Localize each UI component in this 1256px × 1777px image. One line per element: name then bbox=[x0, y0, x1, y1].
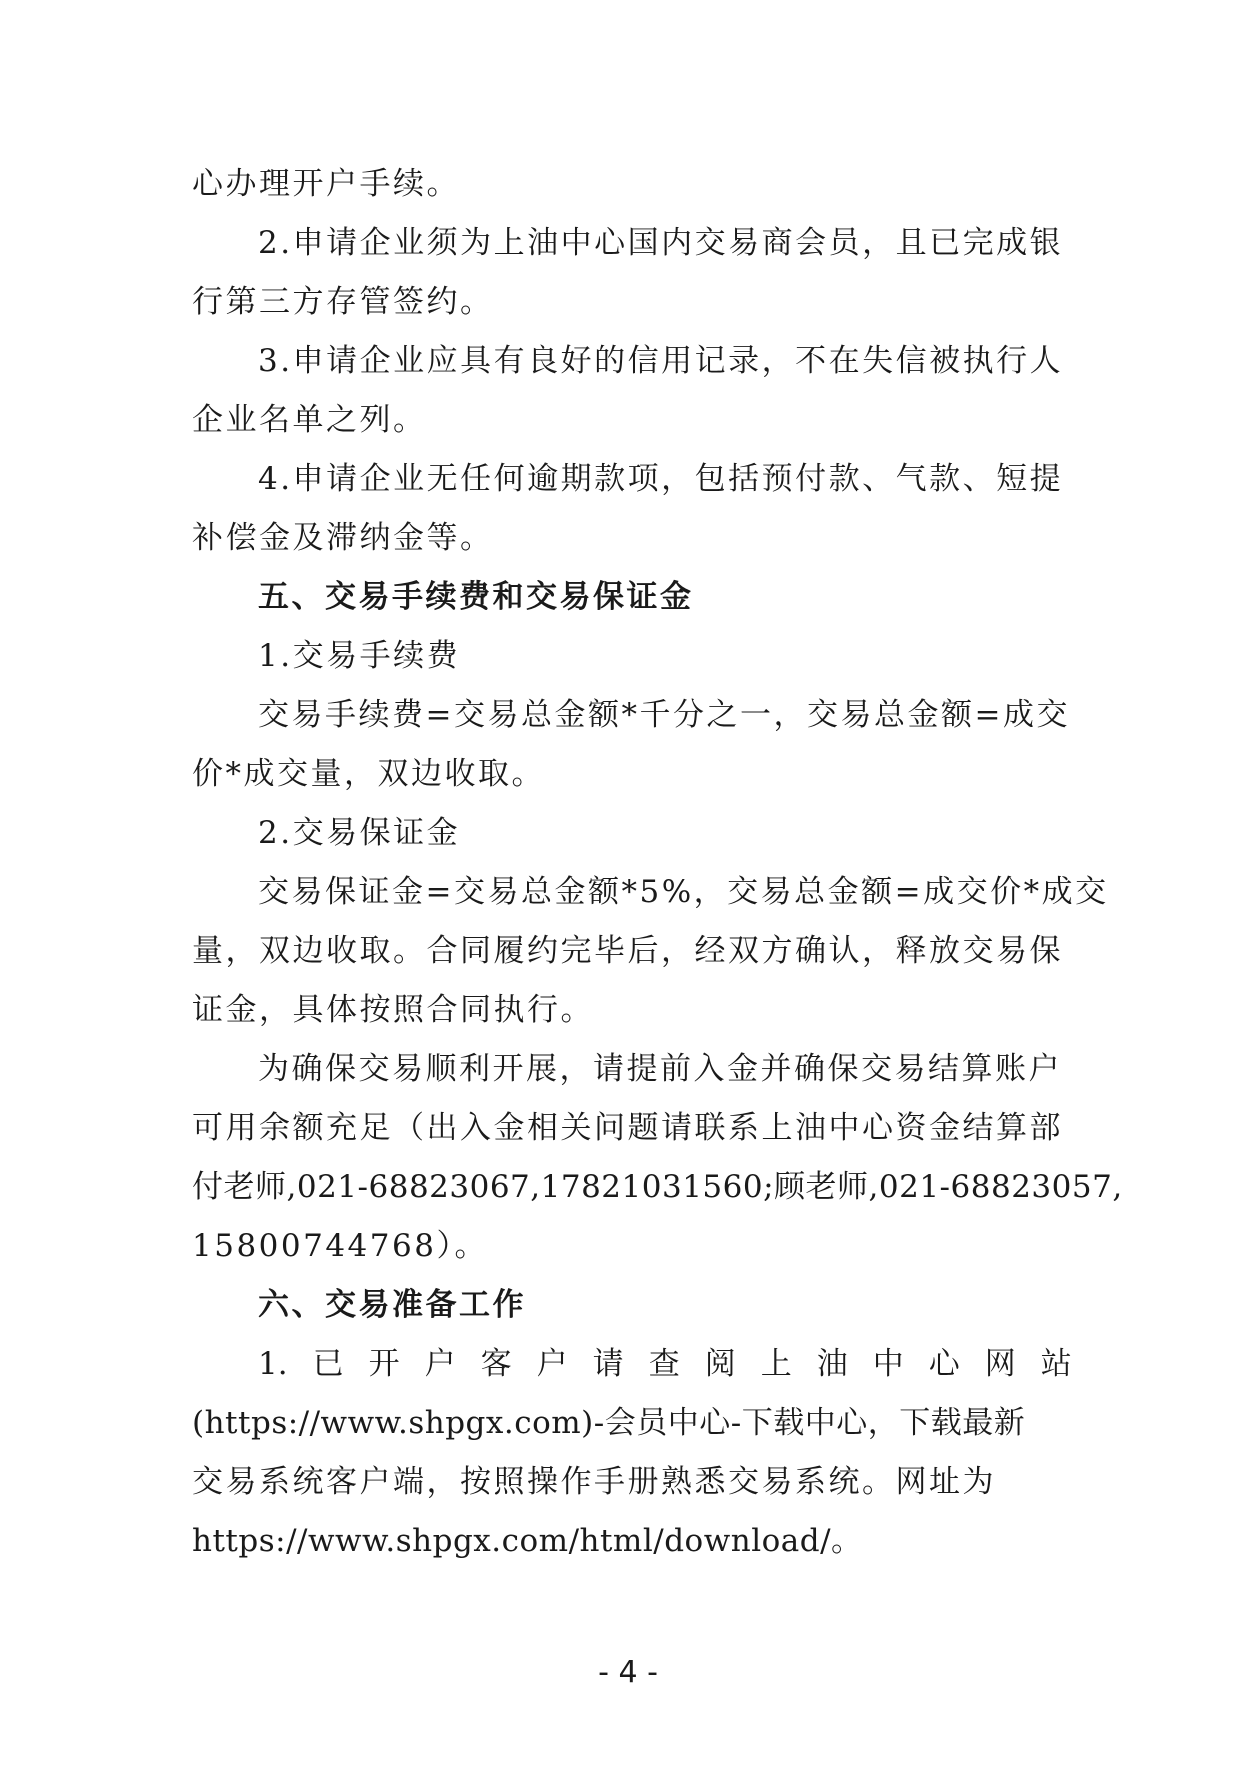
paragraph-line: 15800744768）。 bbox=[192, 1228, 488, 1264]
paragraph-line: 心办理开户手续。 bbox=[192, 166, 460, 202]
spread-char: 阅 bbox=[704, 1346, 736, 1382]
contact-line: 付老师,021-68823067,17821031560;顾老师,021-68823057, bbox=[192, 1169, 1123, 1205]
paragraph-line: 为确保交易顺利开展，请提前入金并确保交易结算账户 bbox=[258, 1051, 1062, 1087]
paragraph-line: 交易系统客户端，按照操作手册熟悉交易系统。网址为 bbox=[192, 1464, 996, 1500]
paragraph-line: 证金，具体按照合同执行。 bbox=[192, 992, 594, 1028]
spread-char: 请 bbox=[592, 1346, 624, 1382]
spread-char: 查 bbox=[648, 1346, 680, 1382]
paragraph-line: 企业名单之列。 bbox=[192, 402, 427, 438]
subsection-heading: 2.交易保证金 bbox=[258, 815, 461, 851]
paragraph-line: 量，双边收取。合同履约完毕后，经双方确认，释放交易保 bbox=[192, 933, 1063, 969]
download-url-line: https://www.shpgx.com/html/download/。 bbox=[192, 1523, 863, 1559]
paragraph-line: 交易手续费=交易总金额*千分之一，交易总金额=成交 bbox=[258, 697, 1070, 733]
paragraph-line: 4.申请企业无任何逾期款项，包括预付款、气款、短提 bbox=[258, 461, 1064, 497]
paragraph-line: 3.申请企业应具有良好的信用记录，不在失信被执行人 bbox=[258, 343, 1064, 379]
spread-char: 户 bbox=[424, 1346, 456, 1382]
url-line: (https://www.shpgx.com)-会员中心-下载中心，下载最新 bbox=[192, 1405, 1026, 1441]
spread-char: 1. bbox=[258, 1346, 288, 1382]
spread-char: 网 bbox=[984, 1346, 1016, 1382]
spread-char: 上 bbox=[760, 1346, 792, 1382]
spread-char: 户 bbox=[536, 1346, 568, 1382]
document-body bbox=[192, 155, 1123, 1571]
paragraph-line: 可用余额充足（出入金相关问题请联系上油中心资金结算部 bbox=[192, 1110, 1063, 1146]
spread-char: 站 bbox=[1040, 1346, 1072, 1382]
spread-paragraph-line bbox=[192, 1335, 1072, 1394]
paragraph-line: 价*成交量，双边收取。 bbox=[192, 756, 545, 792]
subsection-heading: 1.交易手续费 bbox=[258, 638, 461, 674]
page-number: - 4 - bbox=[598, 1655, 658, 1690]
spread-char: 开 bbox=[368, 1346, 400, 1382]
paragraph-line: 补偿金及滞纳金等。 bbox=[192, 520, 494, 556]
spread-char: 油 bbox=[816, 1346, 848, 1382]
spread-char: 心 bbox=[928, 1346, 960, 1382]
paragraph-line: 2.申请企业须为上油中心国内交易商会员，且已完成银 bbox=[258, 225, 1064, 261]
spread-char: 客 bbox=[480, 1346, 512, 1382]
paragraph-line: 行第三方存管签约。 bbox=[192, 284, 494, 320]
section-heading: 五、交易手续费和交易保证金 bbox=[258, 579, 694, 615]
paragraph-line: 交易保证金=交易总金额*5%，交易总金额=成交价*成交 bbox=[258, 874, 1109, 910]
spread-char: 已 bbox=[312, 1346, 344, 1382]
section-heading: 六、交易准备工作 bbox=[258, 1287, 526, 1323]
spread-char: 中 bbox=[872, 1346, 904, 1382]
